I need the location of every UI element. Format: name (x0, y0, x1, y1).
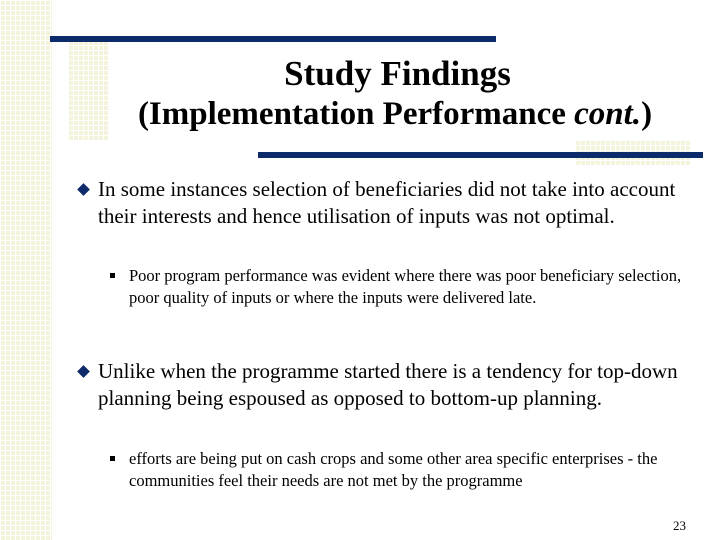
left-grid-pattern (0, 0, 52, 540)
bullet-text: In some instances selection of beneficiaries did not take into account their interests and hence utilisation of inputs was not optimal. (98, 177, 676, 228)
subtitle-end: ) (641, 96, 653, 132)
square-bullet-icon (110, 273, 115, 278)
sub-bullet-text: efforts are being put on cash crops and some other area specific enterprises - the communities feel their needs are not met by the programme (129, 449, 658, 490)
subtitle-main: (Implementation Performance (137, 96, 575, 132)
top-accent-bar (50, 36, 496, 42)
sub-bullet-text: Poor program performance was evident where there was poor beneficiary selection, poor quality of inputs or where the inputs were delivered late. (129, 266, 682, 307)
square-bullet-icon (110, 456, 115, 461)
bullet-text: Unlike when the programme started there is a tendency for top-down planning being espoused as opposed to bottom-up planning. (98, 359, 678, 410)
bottom-accent-bar (258, 152, 703, 158)
page-number: 23 (673, 518, 686, 533)
diamond-bullet-icon (77, 183, 90, 196)
diamond-bullet-icon (77, 365, 90, 378)
subtitle-italic: cont. (574, 96, 642, 132)
sub-bullet-item (129, 265, 689, 309)
bullet-item (98, 358, 698, 412)
sub-bullet-item (129, 448, 689, 492)
bullet-item (98, 176, 698, 230)
slide-title: Study Findings (284, 54, 511, 93)
slide-subtitle (95, 93, 695, 135)
